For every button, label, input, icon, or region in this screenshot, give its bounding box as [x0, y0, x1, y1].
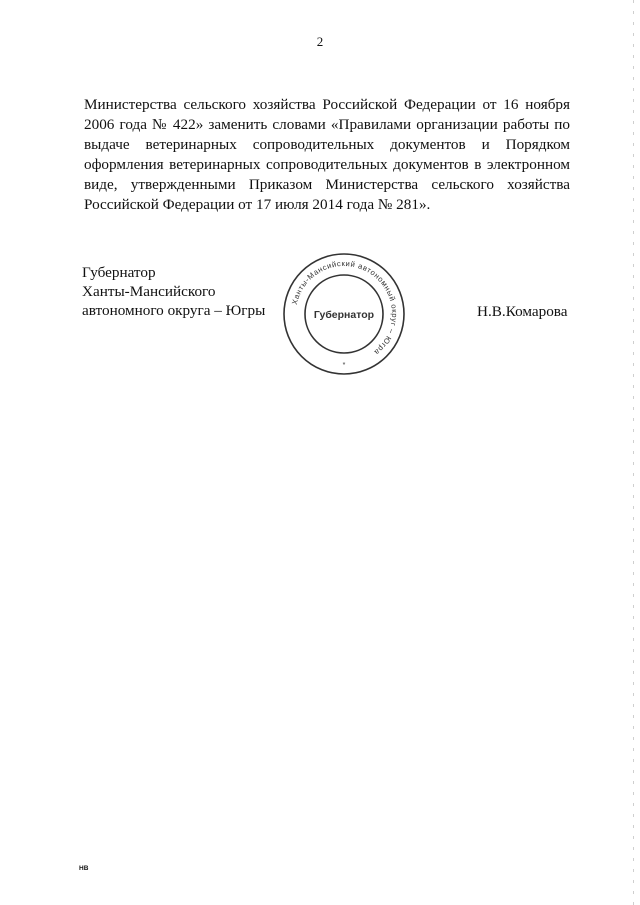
scan-edge-artifact: [633, 0, 634, 905]
signatory-line: Губернатор: [82, 264, 156, 281]
signatory-line: автономного округа – Югры: [82, 302, 266, 319]
official-seal: [282, 252, 406, 376]
seal-ring-text: Ханты-Мансийский автономный округ – Югра: [289, 258, 400, 358]
signer-name: Н.В.Комарова: [477, 303, 568, 320]
body-paragraph: Министерства сельского хозяйства Российской Федерации от 16 ноября 2006 года № 422» заменить словами «Правилами организации работы по выдаче ветеринарных сопроводительных документов и Порядком оформления ветеринарных сопроводительных документов в электронном виде, утвержденными Приказом Министерства сельского хозяйства Российской Федерации от 17 июля 2014 года № 281».: [84, 96, 570, 213]
seal-graphic: [282, 252, 406, 376]
seal-center-text: Губернатор: [313, 309, 375, 321]
seal-star: *: [342, 362, 346, 369]
page-number: 2: [316, 34, 324, 49]
signatory-line: Ханты-Мансийского: [82, 283, 216, 300]
signatory-title-block: [82, 263, 265, 320]
footer-initials: НВ: [79, 865, 89, 872]
